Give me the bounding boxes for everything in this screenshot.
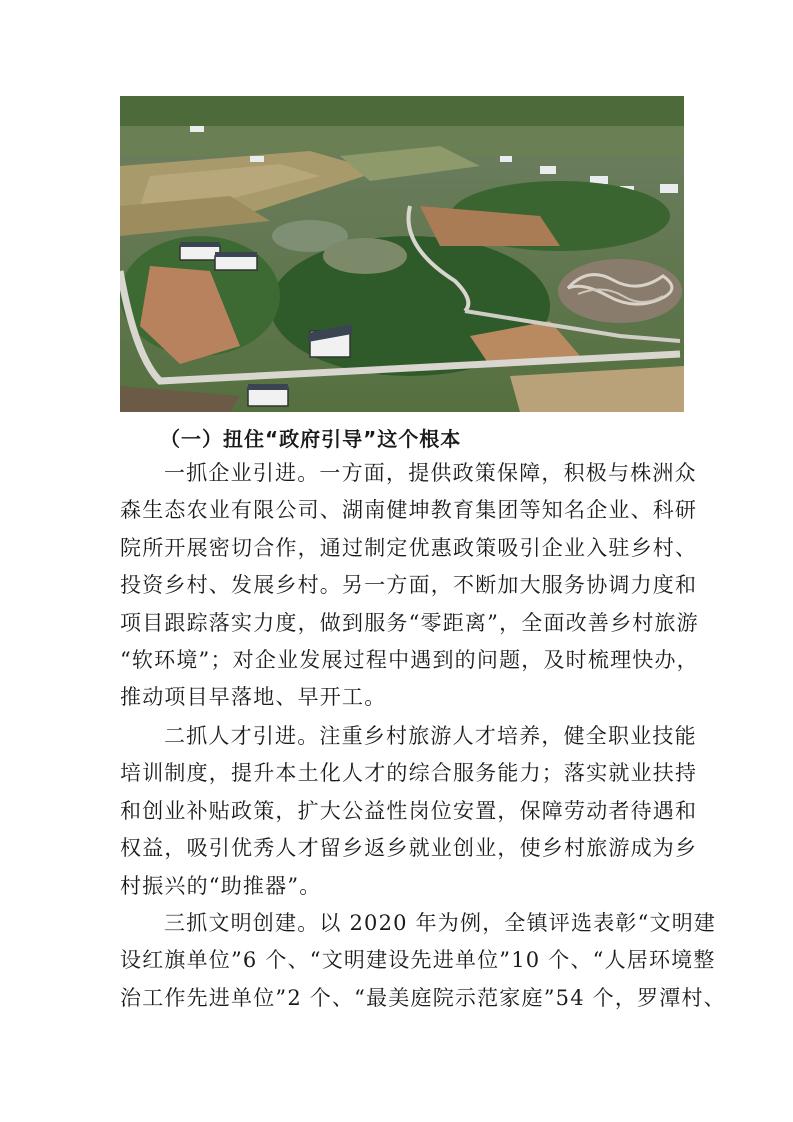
text-line: 权益，吸引优秀人才留乡返乡就业创业，使乡村旅游成为乡 [120,836,698,861]
text-line: 一抓企业引进。一方面，提供政策保障，积极与株洲众 [164,461,697,485]
text-line: 投资乡村、发展乡村。另一方面，不断加大服务协调力度和 [120,573,698,598]
text-line: 村振兴的“助推器”。 [120,873,322,898]
section-heading: （一）扭住“政府引导”这个根本 [160,427,462,451]
text-line: 培训制度，提升本土化人才的综合服务能力；落实就业扶持 [120,761,698,786]
text-line: 森生态农业有限公司、湖南健坤教育集团等知名企业、科研 [120,498,698,523]
text-line: 三抓文明创建。以 2020 年为例，全镇评选表彰“文明建 [164,911,717,935]
text-line: 设红旗单位”6 个、“文明建设先进单位”10 个、“人居环境整 [120,948,716,973]
text-line: “软环境”；对企业发展过程中遇到的问题，及时梳理快办， [120,647,699,672]
text-line: 治工作先进单位”2 个、“最美庭院示范家庭”54 个，罗潭村、 [120,985,726,1010]
paragraph-civilization [120,905,726,1017]
text-line: 项目跟踪落实力度，做到服务“零距离”，全面改善乡村旅游 [120,610,699,635]
text-line: 院所开展密切合作，通过制定优惠政策吸引企业入驻乡村、 [120,535,698,560]
text-line: 推动项目早落地、早开工。 [120,685,387,710]
paragraph-talent [120,718,698,905]
text-line: 二抓人才引进。注重乡村旅游人才培养，健全职业技能 [164,724,697,748]
aerial-village-photo [120,96,684,412]
paragraph-enterprise [120,455,699,717]
text-line: 和创业补贴政策，扩大公益性岗位安置，保障劳动者待遇和 [120,798,698,823]
